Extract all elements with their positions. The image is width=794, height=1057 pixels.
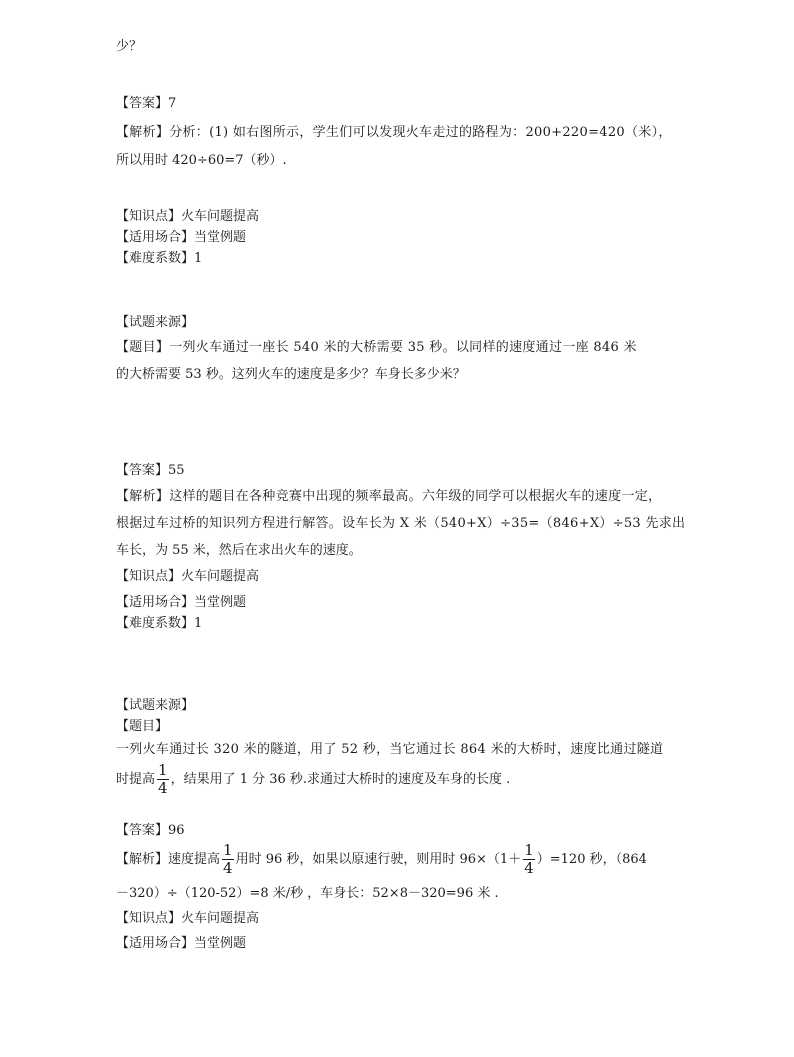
q3-analysis-line-1 — [116, 842, 647, 878]
q2-question-line-2: 的大桥需要 53 秒。这列火车的速度是多少？车身长多少米？ — [116, 367, 466, 382]
q3-analysis-text-b: 用时 96 秒，如果以原速行驶，则用时 96×（1＋ — [235, 852, 522, 867]
q2-analysis-line-1: 【解析】这样的题目在各种竞赛中出现的频率最高。六年级的同学可以根据火车的速度一定， — [116, 489, 662, 504]
q1-occasion: 【适用场合】当堂例题 — [116, 230, 247, 245]
q2-occasion: 【适用场合】当堂例题 — [116, 595, 247, 610]
q1-answer: 【答案】7 — [116, 96, 177, 111]
q3-question-text-a: 时提高 — [116, 772, 156, 787]
q1-analysis-line-2: 所以用时 420÷60=7（秒）. — [116, 153, 287, 168]
q2-knowledge: 【知识点】火车问题提高 — [116, 569, 260, 584]
q3-question-text-b: ，结果用了 1 分 36 秒.求通过大桥时的速度及车身的长度 . — [170, 772, 511, 787]
fraction-denominator: 4 — [524, 859, 534, 877]
q3-analysis-text-c: ）=120 秒，（864 — [536, 852, 647, 867]
q3-analysis-fraction-2 — [523, 843, 535, 876]
q3-source: 【试题来源】 — [116, 698, 195, 713]
fraction-numerator: 1 — [524, 841, 534, 859]
q2-question-line-1: 【题目】一列火车通过一座长 540 米的大桥需要 35 秒。以同样的速度通过一座 846 米 — [116, 340, 637, 355]
q1-knowledge: 【知识点】火车问题提高 — [116, 209, 260, 224]
q1-difficulty: 【难度系数】1 — [116, 251, 203, 266]
q3-title: 【题目】 — [116, 719, 169, 734]
q2-analysis-line-2: 根据过车过桥的知识列方程进行解答。设车长为 X 米（540+X）÷35=（846+X）÷53 先求出 — [116, 516, 686, 531]
q3-question-line-2 — [116, 762, 510, 798]
continued-text: 少？ — [116, 39, 143, 54]
q3-knowledge: 【知识点】火车问题提高 — [116, 911, 260, 926]
q3-analysis-fraction-1 — [222, 843, 234, 876]
q2-answer: 【答案】55 — [116, 463, 185, 478]
fraction-denominator: 4 — [158, 779, 168, 797]
q3-answer: 【答案】96 — [116, 823, 185, 838]
fraction-numerator: 1 — [158, 761, 168, 779]
fraction-denominator: 4 — [223, 859, 233, 877]
q3-analysis-line-2: －320）÷（120-52）=8 米/秒 ，车身长：52×8－320=96 米 . — [116, 886, 499, 901]
q2-analysis-line-3: 车长，为 55 米，然后在求出火车的速度。 — [116, 543, 362, 558]
q3-analysis-text-a: 【解析】速度提高 — [116, 852, 221, 867]
q2-difficulty: 【难度系数】1 — [116, 616, 203, 631]
fraction-numerator: 1 — [223, 841, 233, 859]
q3-fraction — [157, 763, 169, 796]
q2-source: 【试题来源】 — [116, 315, 195, 330]
q3-question-line-1: 一列火车通过长 320 米的隧道，用了 52 秒，当它通过长 864 米的大桥时，速度比通过隧道 — [116, 742, 664, 757]
q3-occasion: 【适用场合】当堂例题 — [116, 936, 247, 951]
q1-analysis-line-1: 【解析】分析：(1) 如右图所示，学生们可以发现火车走过的路程为：200+220=420（米）， — [116, 125, 672, 140]
